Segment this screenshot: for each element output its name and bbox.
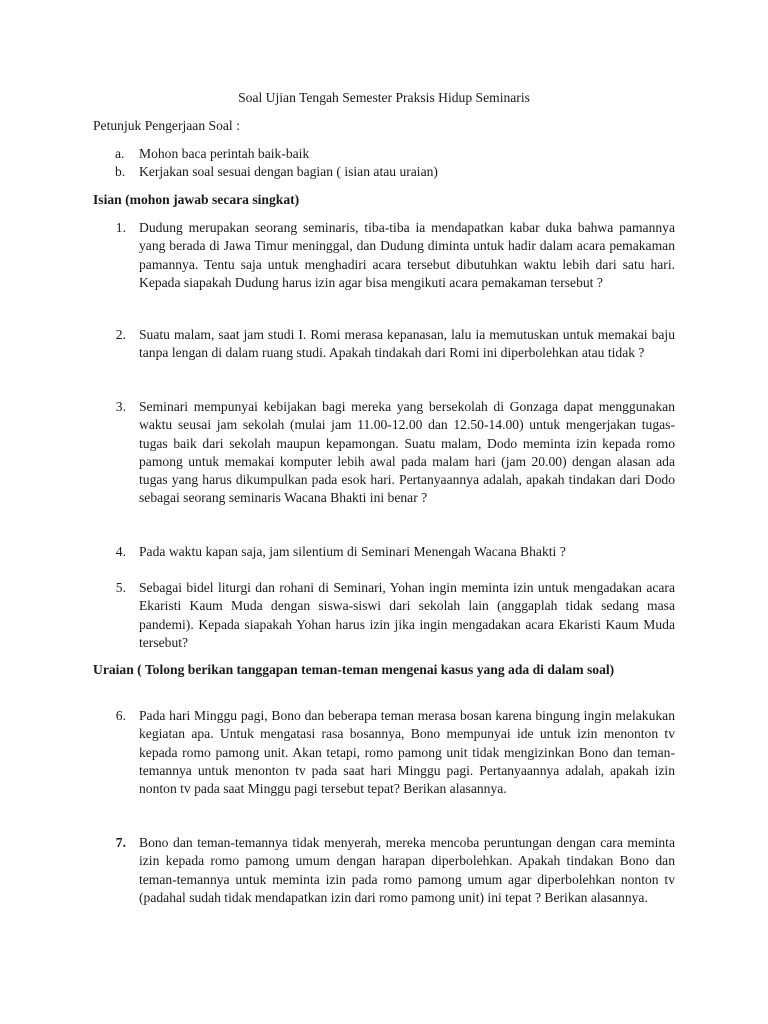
instruction-text: Mohon baca perintah baik-baik [139,146,310,161]
question-number: 1. [115,220,126,235]
question-number: 7. [115,835,126,850]
question-text: Bono dan teman-temannya tidak menyerah, mereka mencoba peruntungan dengan cara meminta izin kepada romo pamong umum dengan harapan diperbolehkan. Apakah tindakan Bono dan teman-temannya untuk meminta izin pada romo pamong umum agar diperbolehkan nonton tv (padahal sudah tidak mendapatkan izin dari romo pamong unit) ini tepat ? Berikan alasannya. [139,835,675,905]
section-heading-uraian: Uraian ( Tolong berikan tanggapan teman-teman mengenai kasus yang ada di dalam soal) [93,662,615,677]
document-title: Soal Ujian Tengah Semester Praksis Hidup Seminaris [238,90,530,105]
question-text: Sebagai bidel liturgi dan rohani di Seminari, Yohan ingin meminta izin untuk mengadakan acara Ekaristi Kaum Muda dengan siswa-siswi dari sekolah lain (anggaplah tidak sedang masa pandemi). Kepada siapakah Yohan harus izin jika ingin mengadakan acara Ekaristi Kaum Muda tersebut? [139,580,675,650]
question-number: 6. [115,708,126,723]
question-text: Seminari mempunyai kebijakan bagi mereka yang bersekolah di Gonzaga dapat menggunakan waktu seusai jam sekolah (mulai jam 11.00-12.00 dan 12.50-14.00) untuk mengerjakan tugas-tugas baik dari sekolah maupun kepamongan. Suatu malam, Dodo meminta izin kepada romo pamong untuk memakai komputer lebih awal pada malam hari (jam 20.00) dengan alasan ada tugas yang harus dikumpulkan pada esok hari. Pertanyaannya adalah, apakah tindakan dari Dodo sebagai seorang seminaris Wacana Bhakti ini benar ? [139,399,675,506]
question-number: 2. [115,327,126,342]
instruction-marker: a. [115,146,125,161]
instruction-marker: b. [115,164,126,179]
question-text: Pada hari Minggu pagi, Bono dan beberapa teman merasa bosan karena bingung ingin melakukan kegiatan apa. Untuk mengatasi rasa bosannya, Bono mempunyai ide untuk izin menonton tv kepada romo pamong unit. Akan tetapi, romo pamong unit tidak mengizinkan Bono dan teman-temannya untuk menonton tv pada saat hari Minggu pagi. Pertanyaannya adalah, apakah izin nonton tv pada saat Minggu pagi tersebut tepat? Berikan alasannya. [139,708,675,797]
question-text: Pada waktu kapan saja, jam silentium di Seminari Menengah Wacana Bhakti ? [139,544,566,559]
question-number: 5. [115,580,126,595]
instructions-heading: Petunjuk Pengerjaan Soal : [93,118,240,133]
question-number: 4. [115,544,126,559]
section-heading-isian: Isian (mohon jawab secara singkat) [93,192,300,207]
question-text: Dudung merupakan seorang seminaris, tiba-tiba ia mendapatkan kabar duka bahwa pamannya yang berada di Jawa Timur meninggal, dan Dudung diminta untuk hadir dalam acara pemakaman pamannya. Tentu saja untuk menghadiri acara tersebut dibutuhkan waktu lebih dari satu hari. Kepada siapakah Dudung harus izin agar bisa mengikuti acara pemakaman tersebut ? [139,220,675,290]
question-number: 3. [115,399,126,414]
instruction-text: Kerjakan soal sesuai dengan bagian ( isian atau uraian) [139,164,438,179]
question-text: Suatu malam, saat jam studi I. Romi merasa kepanasan, lalu ia memutuskan untuk memakai baju tanpa lengan di dalam ruang studi. Apakah tindakah dari Romi ini diperbolehkan atau tidak ? [139,327,675,361]
